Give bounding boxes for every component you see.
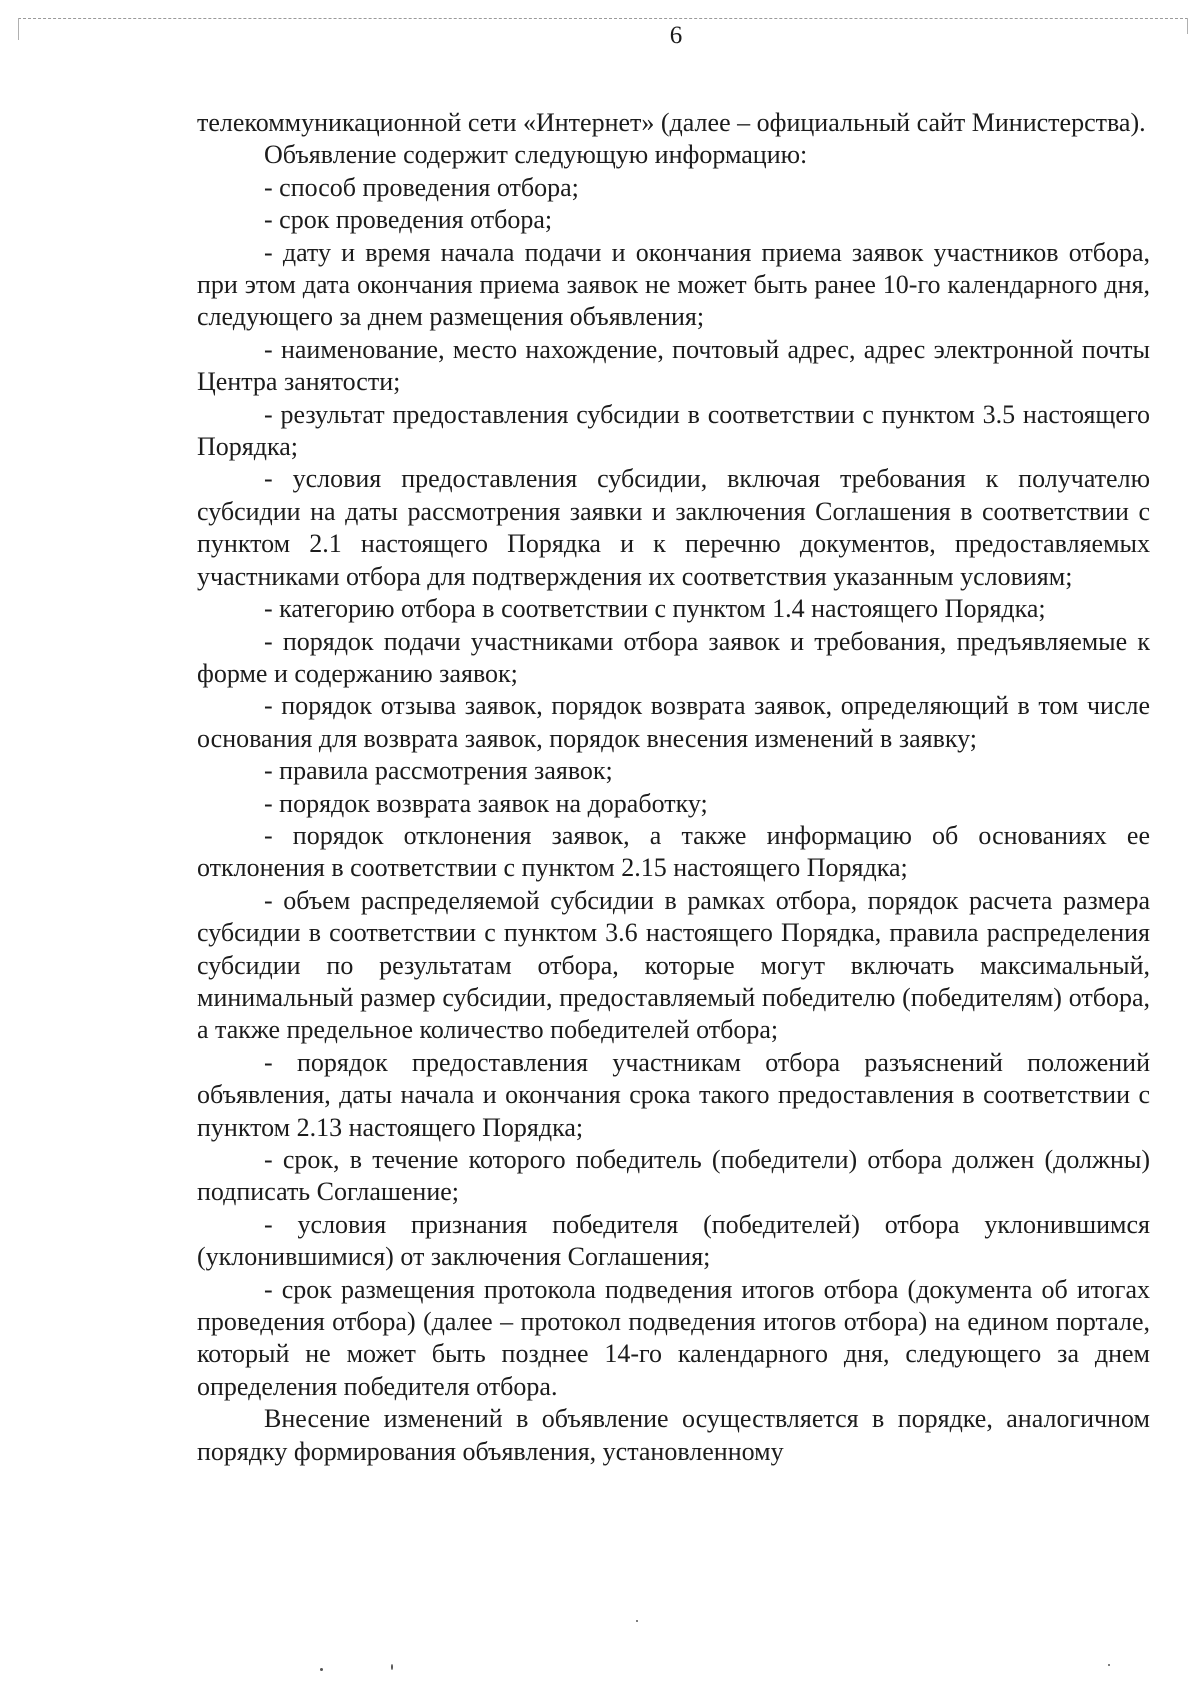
list-item-contacts: - наименование, место нахождение, почтовый адрес, адрес электронной почты Центра занятости;	[197, 334, 1150, 397]
list-item-dates: - дату и время начала подачи и окончания приема заявок участников отбора, при этом дата окончания приема заявок не может быть ранее 10-го календарного дня, следующего за днем размещения объявления;	[197, 237, 1150, 332]
list-item-conditions: - условия предоставления субсидии, включая требования к получателю субсидии на даты рассмотрения заявки и заключения Соглашения в соответствии с пунктом 2.1 настоящего Порядка и к перечню документов, предоставляемых участниками отбора для подтверждения их соответствия указанным условиям;	[197, 464, 1150, 591]
list-item-category: - категорию отбора в соответствии с пунктом 1.4 настоящего Порядка;	[264, 594, 1046, 624]
list-item-submission: - порядок подачи участниками отбора заявок и требования, предъявляемые к форме и содержанию заявок;	[197, 626, 1150, 688]
list-item-rejection: - порядок отклонения заявок, а также информацию об основаниях ее отклонения в соответствии с пунктом 2.15 настоящего Порядка;	[197, 820, 1150, 883]
paragraph-intro: Объявление содержит следующую информацию:	[264, 140, 808, 170]
scan-speck	[1108, 1664, 1110, 1666]
list-item-evasion: - условия признания победителя (победителей) отбора уклонившимся (уклонившимися) от заключения Соглашения;	[197, 1209, 1150, 1272]
list-item-return: - порядок возврата заявок на доработку;	[264, 788, 708, 818]
paragraph-continuation: телекоммуникационной сети «Интернет» (далее – официальный сайт Министерства).	[197, 108, 1146, 137]
body-text	[197, 107, 1150, 1468]
list-item-term: - срок проведения отбора;	[264, 205, 553, 235]
list-item-protocol: - срок размещения протокола подведения итогов отбора (документа об итогах проведения отбора) (далее – протокол подведения итогов отбора) на едином портале, который не может быть позднее 14-го календарного дня, следующего за днем определения победителя отбора.	[197, 1274, 1150, 1401]
scan-speck	[320, 1668, 323, 1671]
list-item-review-rules: - правила рассмотрения заявок;	[264, 756, 613, 786]
scan-speck	[391, 1664, 393, 1670]
scan-speck	[636, 1620, 638, 1622]
list-item-result: - результат предоставления субсидии в соответствии с пунктом 3.5 настоящего Порядка;	[197, 399, 1150, 462]
list-item-withdrawal: - порядок отзыва заявок, порядок возврата заявок, определяющий в том числе основания для возврата заявок, порядок внесения изменений в заявку;	[197, 691, 1150, 753]
list-item-signing: - срок, в течение которого победитель (победители) отбора должен (должны) подписать Соглашение;	[197, 1145, 1150, 1207]
paragraph-amendments: Внесение изменений в объявление осуществляется в порядке, аналогичном порядку формирования объявления, установленному	[197, 1404, 1150, 1466]
page-number: 6	[669, 22, 683, 49]
scan-border-top	[18, 18, 1188, 19]
list-item-volume: - объем распределяемой субсидии в рамках отбора, порядок расчета размера субсидии в соответствии с пунктом 3.6 настоящего Порядка, правила распределения субсидии по результатам отбора, которые могут включать максимальный, минимальный размер субсидии, предоставляемый победителю (победителям) отбора, а также предельное количество победителей отбора;	[197, 885, 1150, 1045]
list-item-clarifications: - порядок предоставления участникам отбора разъяснений положений объявления, даты начала и окончания срока такого предоставления в соответствии с пунктом 2.13 настоящего Порядка;	[197, 1047, 1150, 1142]
list-item-method: - способ проведения отбора;	[264, 172, 579, 202]
